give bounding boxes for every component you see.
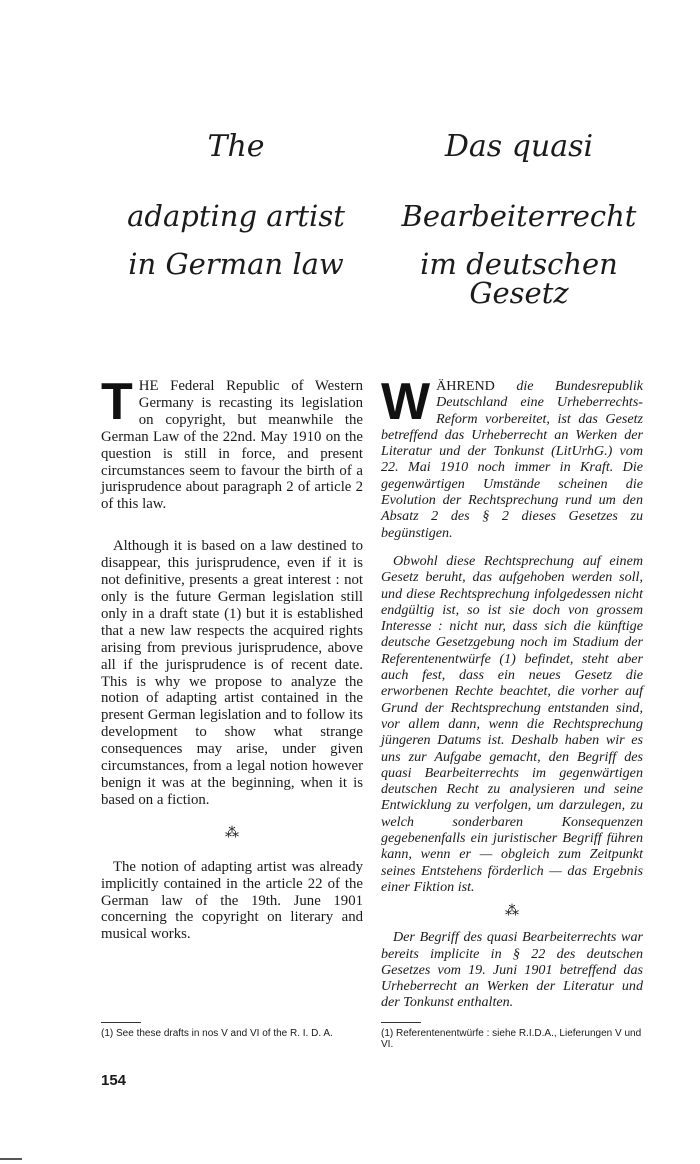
- english-dropcap: T: [101, 373, 133, 431]
- english-footnote-rule: [101, 1022, 141, 1023]
- title-english-line2: adapting artist: [127, 199, 345, 233]
- english-paragraph-3: The notion of adapting artist was already implicitly contained in the article 22 of the German law of the 19th. June 1901 concerning the copyright on literary and musical works.: [101, 858, 363, 943]
- german-footnote-rule: [381, 1022, 421, 1023]
- german-dropcap: W: [381, 373, 431, 431]
- scan-edge-mark: [0, 1158, 22, 1160]
- english-column: [101, 373, 363, 943]
- page-number: 154: [101, 1072, 127, 1089]
- title-german-line2: Bearbeiterrecht: [401, 199, 637, 233]
- title-english-line1: The: [207, 129, 265, 164]
- english-section-separator: ⁂: [225, 825, 239, 841]
- title-english-line3: in German law: [128, 247, 344, 281]
- english-paragraph-1: [101, 373, 363, 513]
- english-paragraph-2: Although it is based on a law destined to disappear, this jurisprudence, even if it is not definitive, presents a great interest : not only is the future German legislation still only in a draft state (1) but it is established that a new law respects the acquired rights arising from previous jurisprudence, above all if the jurisprudence is of recent date. This is why we propose to analyze the notion of adapting artist contained in the present German legislation and to follow its development to show what strange consequences may arise, under given circumstances, from a legal notion however benign it was at the beginning, when it is based on a fiction.: [101, 538, 363, 808]
- german-paragraph-1: [381, 373, 643, 541]
- title-english: [118, 129, 354, 281]
- german-lead-word: ÄHREND: [436, 378, 495, 394]
- german-paragraph-3: Der Begriff des quasi Bearbeiterrechts war bereits implicite in § 22 des deutschen Gesetzes vom 19. Juni 1901 betreffend das Urheberrecht an Werken der Literatur und der Tonkunst enthalten.: [381, 929, 643, 1011]
- german-paragraph-1-text: die Bundesrepublik Deutschland eine Urheberrechts-Reform vorbereitet, ist das Gesetz betreffend das Urheberrecht an Werken der Literatur und der Tonkunst (LitUrhG.) vom 22. Mai 1910 noch immer in Kraft. Die gegenwärtigen Umstände scheinen die Evolution der Rechtsprechung rund um den Absatz 2 des § 2 dieses Gesetzes zu begünstigen.: [381, 378, 643, 541]
- title-german-line3: im deutschen Gesetz: [420, 247, 618, 310]
- title-german-line1: Das quasi: [444, 129, 594, 164]
- german-footnote: (1) Referentenentwürfe : siehe R.I.D.A., Lieferungen V und VI.: [381, 1028, 642, 1050]
- german-section-separator: ⁂: [505, 904, 519, 920]
- german-column: [381, 373, 643, 1011]
- title-german: [374, 129, 664, 310]
- english-footnote: (1) See these drafts in nos V and VI of the R. I. D. A.: [101, 1028, 333, 1039]
- english-paragraph-1-text: Federal Republic of Western Germany is recasting its legislation on copyright, but meanwhile the German Law of the 22nd. May 1910 on the question is still in force, and present circumstances seem to favour the birth of a jurisprudence about paragraph 2 of article 2 of this law.: [101, 378, 363, 513]
- german-paragraph-2: Obwohl diese Rechtsprechung auf einem Gesetz beruht, das aufgehoben werden soll, und diese Rechtsprechung infolgedessen nicht endgültig ist, so ist sie doch von grossem Interesse : nicht nur, dass sich die künftige deutsche Gesetzgebung noch im Stadium der Referentenentwürfe (1) befindet, steht aber auch fest, dass ein neues Gesetz die erworbenen Rechte beachtet, die vorher auf Grund der Rechtsprechung entstanden sind, vor allem dann, wenn die Rechtsprechung jüngeren Datums ist. Deshalb haben wir es uns zur Aufgabe gemacht, den Begriff des quasi Bearbeiterrechts im gegenwärtigen deutschen Recht zu analysieren und seine Entwicklung zu verfolgen, um darzulegen, zu welch sonderbaren Konsequenzen gegebenenfalls ein juristischer Begriff führen kann, wenn er — obgleich zum Zeitpunkt seines Entstehens förderlich — das Ergebnis einer Fiktion ist.: [381, 552, 643, 895]
- english-lead-word: HE: [138, 378, 159, 394]
